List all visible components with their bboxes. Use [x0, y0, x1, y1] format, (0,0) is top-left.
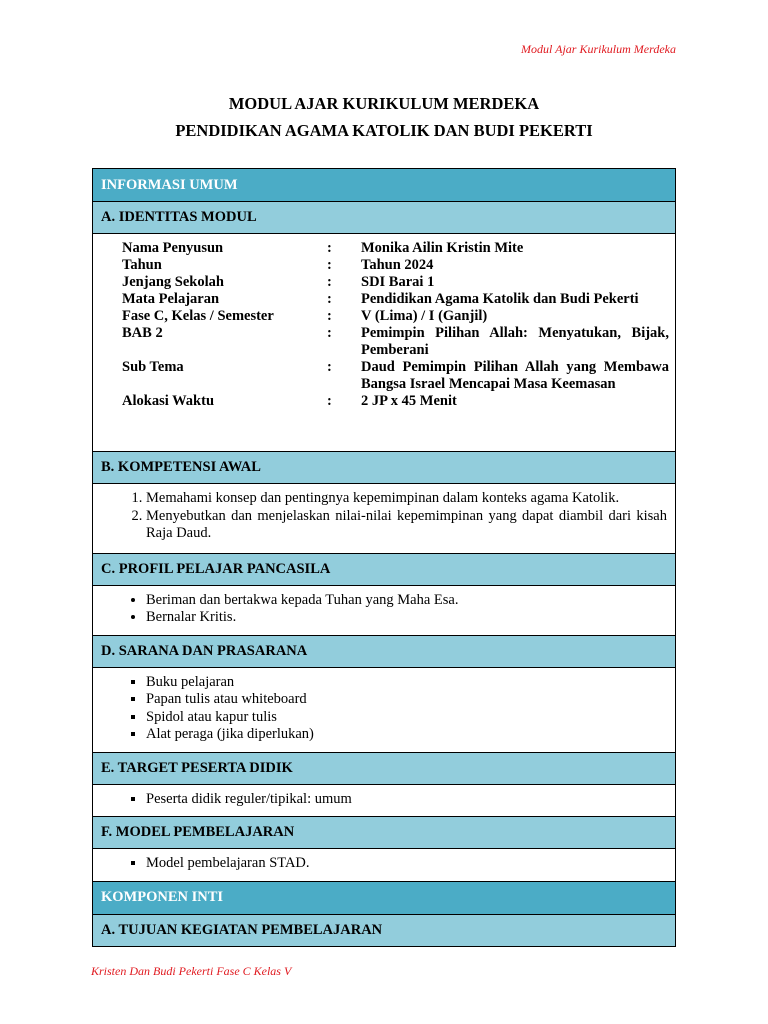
identitas-value: Tahun 2024 — [361, 257, 434, 273]
list-item: 1. Memahami konsep dan pentingnya kepemimpinan dalam konteks agama Katolik. — [146, 490, 667, 508]
model-cell — [93, 849, 676, 882]
list-item: 2. Menyebutkan dan menjelaskan nilai-nilai kepemimpinan yang dapat diambil dari kisah Raja Daud. — [146, 508, 667, 543]
identitas-value: 2 JP x 45 Menit — [361, 393, 457, 409]
identitas-label: Mata Pelajaran — [122, 291, 220, 307]
document-subtitle: PENDIDIKAN AGAMA KATOLIK DAN BUDI PEKERTI — [175, 121, 593, 140]
identitas-colon: : — [327, 240, 332, 256]
heading-sarana-prasarana: D. SARANA DAN PRASARANA — [93, 635, 676, 667]
sarana-list — [93, 674, 675, 744]
identitas-row — [122, 325, 669, 359]
profil-list — [93, 592, 675, 627]
list-item: ▪ Model pembelajaran STAD. — [146, 855, 675, 873]
list-item: • Bernalar Kritis. — [146, 609, 675, 627]
heading-tujuan-kegiatan: A. TUJUAN KEGIATAN PEMBELAJARAN — [93, 914, 676, 946]
heading-target-peserta: E. TARGET PESERTA DIDIK — [93, 752, 676, 784]
page-header: Modul Ajar Kurikulum Merdeka — [521, 42, 676, 56]
identitas-label: Fase C, Kelas / Semester — [122, 308, 274, 324]
identitas-label: Tahun — [122, 257, 162, 273]
kompetensi-list — [93, 490, 675, 543]
kompetensi-cell — [93, 484, 676, 554]
identitas-label: Jenjang Sekolah — [122, 274, 224, 290]
identitas-label: BAB 2 — [122, 325, 163, 341]
page-footer: Kristen Dan Budi Pekerti Fase C Kelas V — [91, 964, 292, 978]
identitas-value: Pemimpin Pilihan Allah: Menyatukan, Bijak, Pemberani — [361, 325, 669, 358]
section-informasi-umum: INFORMASI UMUM — [93, 169, 676, 202]
list-item: ▪ Papan tulis atau whiteboard — [146, 691, 675, 709]
identitas-value: Monika Ailin Kristin Mite — [361, 240, 524, 256]
identitas-colon: : — [327, 291, 332, 307]
sarana-cell — [93, 667, 676, 752]
identitas-colon: : — [327, 308, 332, 324]
identitas-row — [122, 240, 669, 257]
list-item: • Beriman dan bertakwa kepada Tuhan yang Maha Esa. — [146, 592, 675, 610]
model-list — [93, 855, 675, 873]
list-item: ▪ Alat peraga (jika diperlukan) — [146, 726, 675, 744]
identitas-value: Daud Pemimpin Pilihan Allah yang Membawa Bangsa Israel Mencapai Masa Keemasan — [361, 359, 669, 392]
profil-cell — [93, 585, 676, 635]
identitas-colon: : — [327, 274, 332, 290]
identitas-label: Sub Tema — [122, 359, 184, 375]
identitas-row — [122, 291, 669, 308]
target-cell — [93, 784, 676, 817]
identitas-cell — [93, 234, 676, 452]
identitas-label: Alokasi Waktu — [122, 393, 215, 409]
heading-profil-pelajar: C. PROFIL PELAJAR PANCASILA — [93, 553, 676, 585]
target-list — [93, 791, 675, 809]
identitas-colon: : — [327, 393, 332, 409]
identitas-value: SDI Barai 1 — [361, 274, 435, 290]
identitas-colon: : — [327, 359, 332, 375]
list-item: ▪ Peserta didik reguler/tipikal: umum — [146, 791, 675, 809]
heading-model-pembelajaran: F. MODEL PEMBELAJARAN — [93, 817, 676, 849]
identitas-value: Pendidikan Agama Katolik dan Budi Pekerti — [361, 291, 639, 307]
heading-identitas-modul: A. IDENTITAS MODUL — [93, 202, 676, 234]
identitas-row — [122, 393, 669, 410]
list-item: ▪ Buku pelajaran — [146, 674, 675, 692]
identitas-row — [122, 274, 669, 291]
identitas-table — [122, 240, 669, 410]
section-komponen-inti: KOMPONEN INTI — [93, 881, 676, 914]
identitas-row — [122, 359, 669, 393]
module-table — [92, 168, 676, 947]
heading-kompetensi-awal: B. KOMPETENSI AWAL — [93, 452, 676, 484]
identitas-row — [122, 257, 669, 274]
identitas-colon: : — [327, 257, 332, 273]
identitas-label: Nama Penyusun — [122, 240, 224, 256]
identitas-colon: : — [327, 325, 332, 341]
identitas-value: V (Lima) / I (Ganjil) — [361, 308, 488, 324]
document-title: MODUL AJAR KURIKULUM MERDEKA — [228, 94, 540, 113]
identitas-row — [122, 308, 669, 325]
list-item: ▪ Spidol atau kapur tulis — [146, 709, 675, 727]
